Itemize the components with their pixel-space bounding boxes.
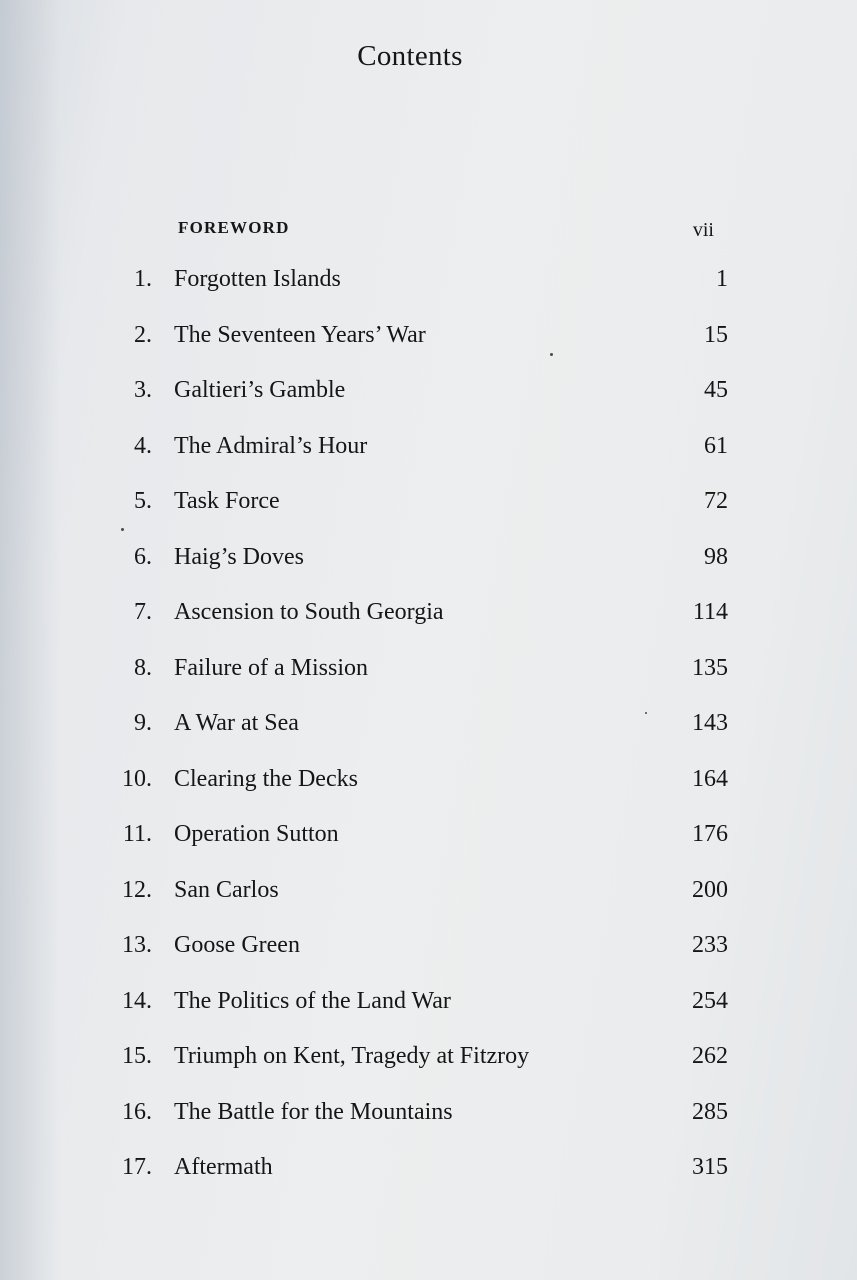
chapter-page-number: 114 — [692, 599, 728, 625]
chapter-number: 4. — [134, 433, 152, 459]
chapter-number: 6. — [134, 544, 152, 570]
chapter-title: Task Force — [174, 488, 280, 514]
chapter-number: 2. — [134, 322, 152, 348]
chapter-title: Goose Green — [174, 932, 300, 958]
foreword-page-number: vii — [692, 219, 714, 241]
chapter-page-number: 176 — [692, 821, 728, 847]
chapter-title: Haig’s Doves — [174, 544, 304, 570]
chapter-title: Aftermath — [174, 1154, 273, 1180]
toc-row — [100, 377, 728, 411]
toc-row — [100, 1043, 728, 1077]
chapter-page-number: 135 — [692, 655, 728, 681]
toc-row — [100, 1099, 728, 1133]
toc-row — [100, 710, 728, 744]
chapter-page-number: 15 — [704, 322, 728, 348]
chapter-number: 1. — [134, 266, 152, 292]
chapter-title: The Seventeen Years’ War — [174, 322, 426, 348]
toc-row — [100, 932, 728, 966]
chapter-page-number: 61 — [704, 433, 728, 459]
chapter-page-number: 200 — [692, 877, 728, 903]
toc-row — [100, 322, 728, 356]
toc-row — [100, 988, 728, 1022]
chapter-title: Ascension to South Georgia — [174, 599, 444, 625]
chapter-title: Galtieri’s Gamble — [174, 377, 346, 403]
toc-row — [100, 766, 728, 800]
chapter-title: A War at Sea — [174, 710, 299, 736]
chapter-page-number: 254 — [692, 988, 728, 1014]
chapter-title: Failure of a Mission — [174, 655, 368, 681]
chapter-page-number: 285 — [692, 1099, 728, 1125]
chapter-title: Triumph on Kent, Tragedy at Fitzroy — [174, 1043, 530, 1069]
paper-speck — [121, 528, 124, 531]
chapter-title: San Carlos — [174, 877, 279, 903]
chapter-number: 15. — [122, 1043, 152, 1069]
chapter-page-number: 315 — [692, 1154, 728, 1180]
chapter-number: 9. — [134, 710, 152, 736]
toc-row — [100, 488, 728, 522]
chapter-number: 10. — [122, 766, 152, 792]
chapter-page-number: 1 — [716, 266, 728, 292]
chapter-page-number: 72 — [704, 488, 728, 514]
chapter-title: The Battle for the Mountains — [174, 1099, 453, 1125]
chapter-number: 12. — [122, 877, 152, 903]
chapter-number: 13. — [122, 932, 152, 958]
page-title: Contents — [357, 40, 463, 72]
chapter-title: The Politics of the Land War — [174, 988, 451, 1014]
chapter-page-number: 143 — [692, 710, 728, 736]
toc-row — [100, 877, 728, 911]
toc-row — [100, 544, 728, 578]
chapter-number: 5. — [134, 488, 152, 514]
paper-speck — [550, 353, 553, 356]
chapter-number: 11. — [122, 821, 152, 847]
chapter-title: The Admiral’s Hour — [174, 433, 368, 459]
chapter-number: 17. — [122, 1154, 152, 1180]
toc-row — [100, 266, 728, 300]
foreword-label: FOREWORD — [178, 218, 290, 237]
paper-speck — [645, 712, 647, 714]
toc-row — [100, 821, 728, 855]
chapter-page-number: 98 — [704, 544, 728, 570]
chapter-page-number: 164 — [692, 766, 728, 792]
chapter-page-number: 45 — [704, 377, 728, 403]
chapter-number: 3. — [134, 377, 152, 403]
chapter-number: 8. — [134, 655, 152, 681]
toc-row — [100, 1154, 728, 1188]
chapter-page-number: 262 — [692, 1043, 728, 1069]
chapter-number: 7. — [134, 599, 152, 625]
toc-row — [100, 655, 728, 689]
toc-row — [100, 599, 728, 633]
chapter-title: Operation Sutton — [174, 821, 339, 847]
toc-row — [100, 433, 728, 467]
chapter-number: 14. — [122, 988, 152, 1014]
chapter-number: 16. — [122, 1099, 152, 1125]
chapter-page-number: 233 — [692, 932, 728, 958]
chapter-title: Clearing the Decks — [174, 766, 358, 792]
chapter-title: Forgotten Islands — [174, 266, 341, 292]
